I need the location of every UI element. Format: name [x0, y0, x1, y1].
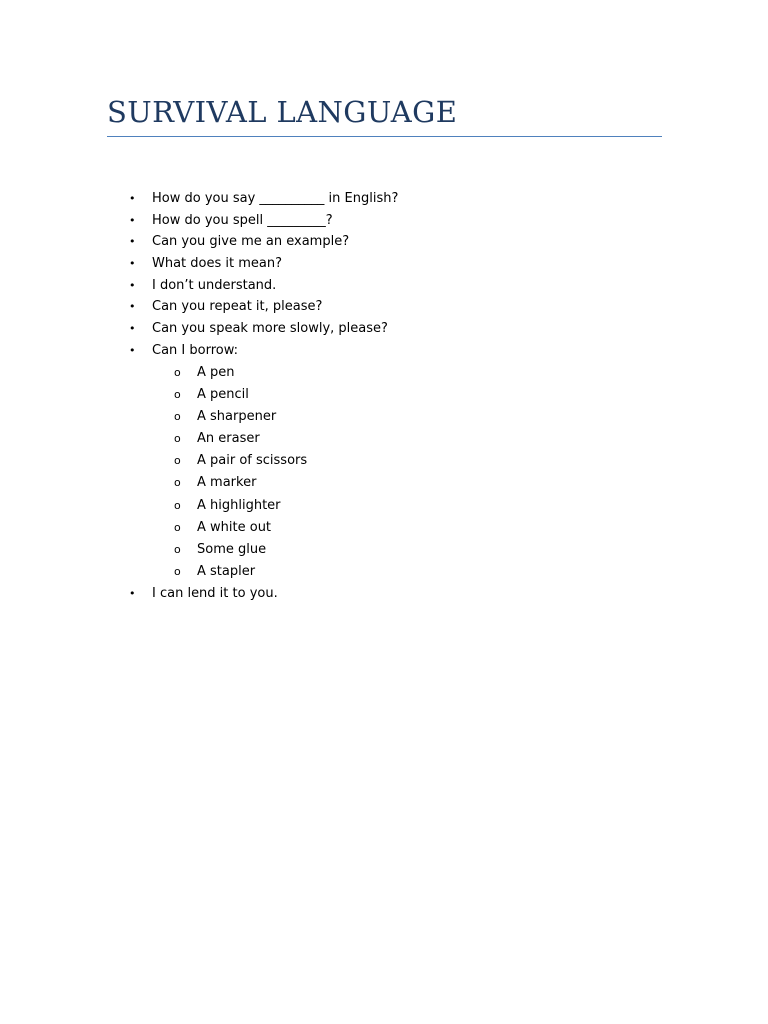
list-item [0, 275, 768, 297]
sublist-item [0, 450, 768, 472]
sub-bullet-marker: o [174, 365, 181, 379]
sublist-item [0, 561, 768, 583]
sublist-item [0, 428, 768, 450]
list-item [0, 296, 768, 318]
sublist-item [0, 472, 768, 494]
list-item [0, 210, 768, 232]
list-item-text: What does it mean? [152, 256, 283, 272]
list-item [0, 318, 768, 340]
sublist-item-text: A sharpener [197, 408, 277, 424]
sublist-item-text: An eraser [197, 431, 260, 447]
list-item-text: How do you say __________ in English? [152, 191, 399, 206]
sublist-item [0, 406, 768, 428]
list-item [0, 253, 768, 275]
sublist-item-text: A marker [197, 475, 257, 491]
title-underline [107, 136, 662, 137]
sublist-item [0, 517, 768, 539]
bullet-marker: • [129, 235, 136, 249]
sublist-item-text: A highlighter [197, 497, 281, 513]
bullet-marker: • [129, 192, 136, 205]
list-item [0, 231, 768, 253]
sublist-item [0, 384, 768, 406]
sublist-item-text: Some glue [197, 542, 267, 557]
list-item [0, 188, 768, 210]
bullet-marker: • [129, 278, 136, 292]
list-item-text: Can I borrow: [152, 342, 239, 358]
sub-bullet-marker: o [174, 520, 181, 534]
list-item-text: Can you give me an example? [152, 234, 350, 250]
bullet-marker: • [129, 322, 136, 336]
borrow-sublist-container [0, 362, 768, 584]
page-title: SURVIVAL LANGUAGE [107, 95, 458, 129]
sub-bullet-marker: o [174, 543, 181, 556]
list-item-text: Can you speak more slowly, please? [152, 321, 388, 337]
sub-bullet-marker: o [174, 498, 181, 512]
sub-bullet-marker: o [174, 454, 181, 468]
bullet-marker: • [129, 343, 136, 357]
bullet-marker: • [129, 587, 136, 601]
sublist-item-text: A pen [197, 364, 235, 380]
sub-bullet-marker: o [174, 387, 181, 401]
sublist-item-text: A stapler [197, 564, 256, 580]
sublist-item-text: A pencil [197, 386, 249, 402]
list-item [0, 340, 768, 362]
list-item-text: Can you repeat it, please? [152, 299, 323, 315]
sub-bullet-marker: o [174, 432, 181, 446]
list-item-text: I don’t understand. [152, 277, 277, 293]
bullet-marker: • [129, 300, 136, 314]
list-item-text: I can lend it to you. [152, 586, 278, 602]
list-item [0, 583, 768, 605]
borrow-sublist [0, 362, 768, 584]
sub-bullet-marker: o [174, 476, 181, 490]
phrase-list [0, 188, 768, 605]
sublist-item-text: A white out [197, 519, 272, 535]
bullet-marker: • [129, 257, 136, 271]
sublist-item [0, 495, 768, 517]
sub-bullet-marker: o [174, 409, 181, 423]
list-item-text: How do you spell _________? [152, 212, 333, 228]
sublist-item-text: A pair of scissors [197, 453, 308, 469]
sublist-item [0, 362, 768, 384]
bullet-marker: • [129, 213, 136, 227]
sublist-item [0, 539, 768, 561]
sub-bullet-marker: o [174, 565, 181, 579]
